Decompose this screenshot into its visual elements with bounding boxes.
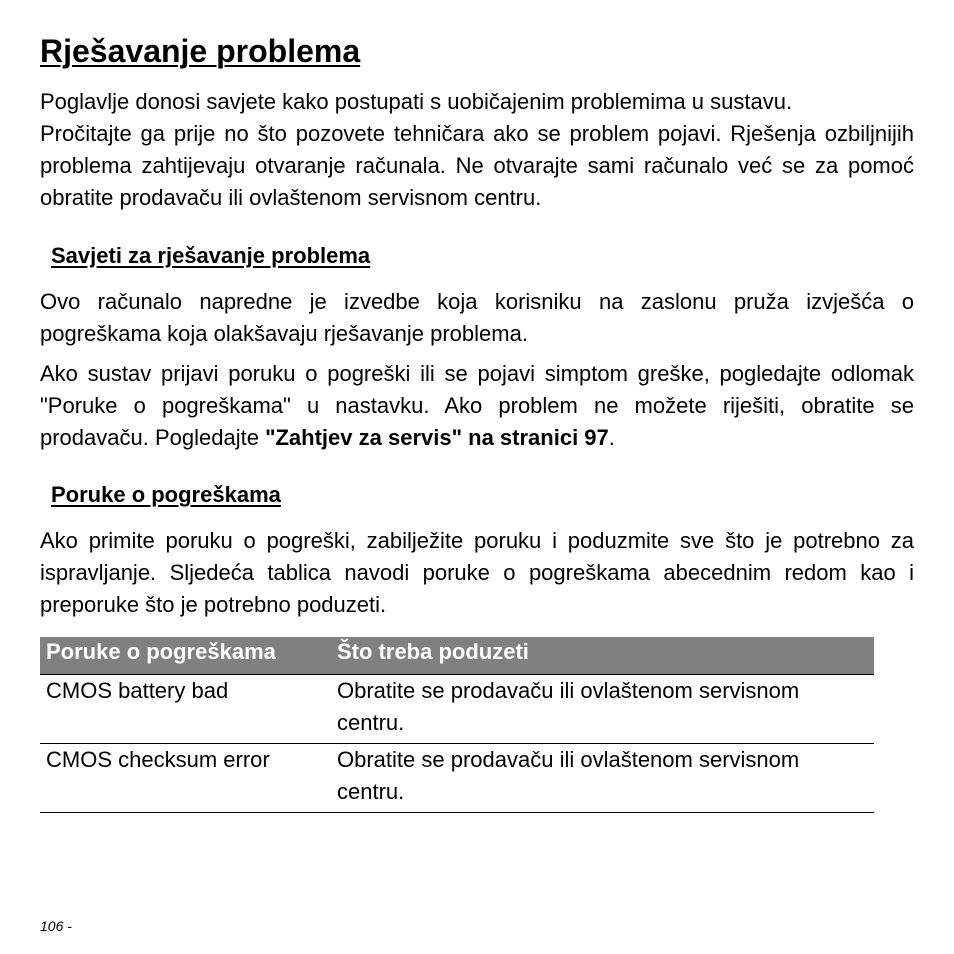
table-header-messages: Poruke o pogreškama <box>40 637 331 675</box>
intro-paragraph-2: Pročitajte ga prije no što pozovete tehničara ako se problem pojavi. Rješenja ozbiljnijih problema zahtijevaju otvaranje računala. Ne otvarajte sami računalo već se za pomoć obratite prodavaču ili ovlaštenom servisnom centru. <box>40 121 914 210</box>
tips-paragraph-2 <box>40 358 914 454</box>
errors-paragraph-1: Ako primite poruku o pogreški, zabilježite poruku i poduzmite sve što je potrebno za ispravljanje. Sljedeća tablica navodi poruke o pogreškama abecednim redom kao i preporuke što je potrebno poduzeti. <box>40 528 914 617</box>
tips-paragraph-2-text: Ako sustav prijavi poruku o pogreški ili se pojavi simptom greške, pogledajte odlomak "Poruke o pogreškama" u nastavku. Ako problem ne možete riješiti, obratite se prodavaču. Pogledajte <box>40 361 914 450</box>
table-header-actions: Što treba poduzeti <box>331 637 874 675</box>
table-row <box>40 675 874 744</box>
page-title: Rješavanje problema <box>40 33 361 69</box>
table-header-row <box>40 637 874 675</box>
section-heading-errors: Poruke o pogreškama <box>51 482 281 507</box>
table-row <box>40 744 874 813</box>
table-cell-action: Obratite se prodavaču ili ovlaštenom servisnom centru. <box>331 744 874 813</box>
table-cell-message: CMOS battery bad <box>40 675 331 744</box>
table-cell-action: Obratite se prodavaču ili ovlaštenom servisnom centru. <box>331 675 874 744</box>
section-heading-tips: Savjeti za rješavanje problema <box>51 243 371 268</box>
tips-paragraph-2-end: . <box>608 425 615 450</box>
service-reference-link[interactable]: "Zahtjev za servis" na stranici 97 <box>265 425 609 450</box>
tips-paragraph-1: Ovo računalo napredne je izvedbe koja korisniku na zaslonu pruža izvješća o pogreškama koja olakšavaju rješavanje problema. <box>40 289 914 346</box>
intro-paragraph-1: Poglavlje donosi savjete kako postupati s uobičajenim problemima u sustavu. <box>40 89 793 114</box>
page-number: 106 - <box>40 918 72 934</box>
error-messages-table <box>40 637 874 813</box>
document-page <box>40 30 914 813</box>
table-cell-message: CMOS checksum error <box>40 744 331 813</box>
